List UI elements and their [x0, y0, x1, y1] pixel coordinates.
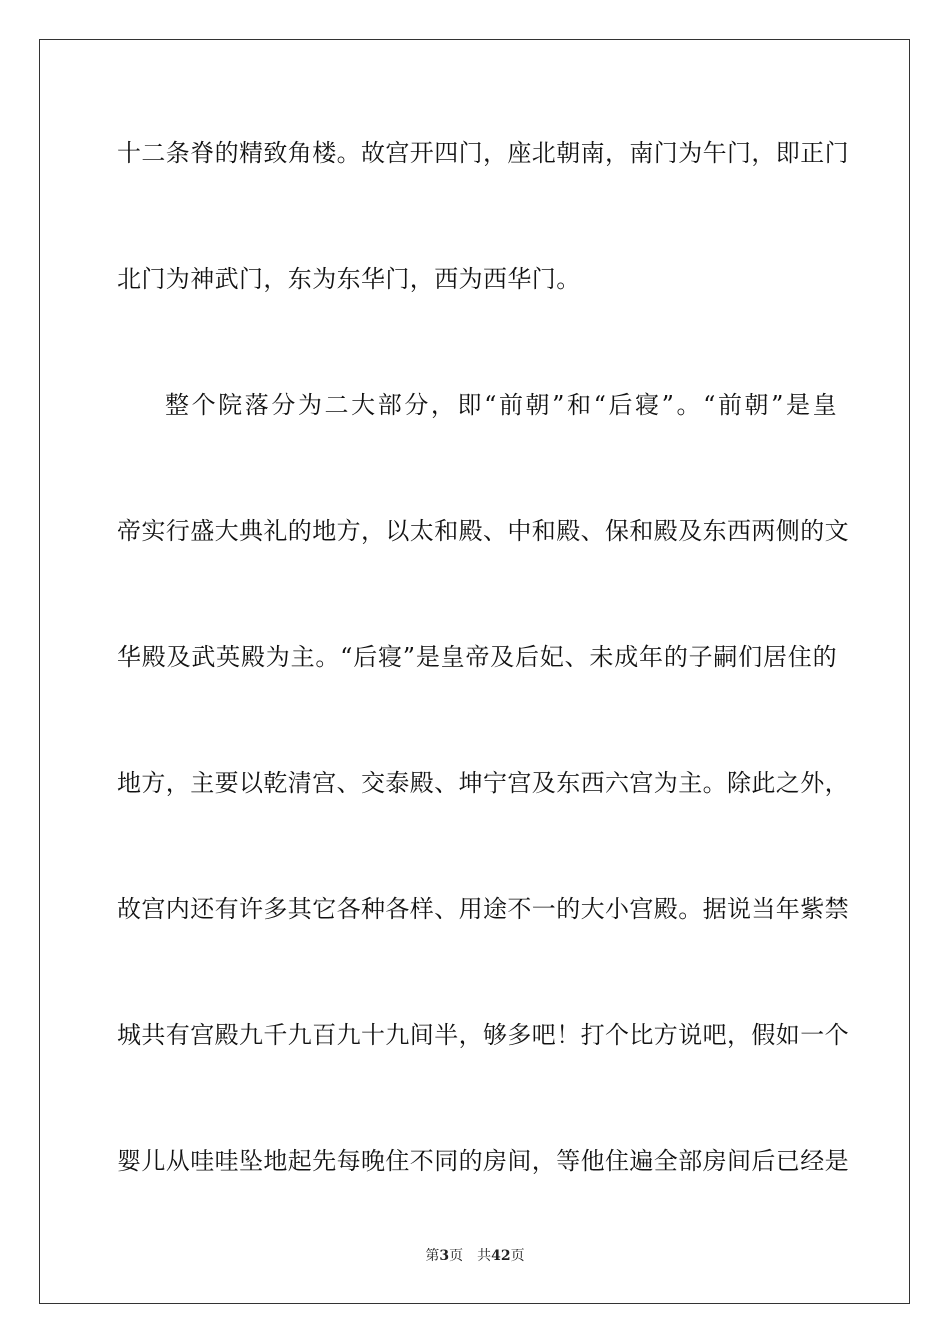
total-pages: 42: [491, 1248, 511, 1264]
page-footer: [0, 1247, 950, 1265]
page-suffix: 页: [449, 1248, 464, 1264]
page-prefix: 第: [425, 1248, 440, 1264]
total-prefix: 共: [477, 1248, 492, 1264]
body-line-1: 十二条脊的精致角楼。故宫开四门，座北朝南，南门为午门，即正门: [117, 139, 849, 167]
body-line-5: 华殿及武英殿为主。“后寝”是皇帝及后妃、未成年的子嗣们居住的: [117, 643, 837, 671]
body-line-3: 整个院落分为二大部分，即“前朝”和“后寝”。“前朝”是皇: [165, 391, 837, 419]
total-suffix: 页: [510, 1248, 525, 1264]
page-number: 3: [439, 1248, 450, 1264]
body-line-7: 故宫内还有许多其它各种各样、用途不一的大小宫殿。据说当年紫禁: [117, 895, 849, 923]
body-line-4: 帝实行盛大典礼的地方，以太和殿、中和殿、保和殿及东西两侧的文: [117, 517, 849, 545]
body-line-2: 北门为神武门，东为东华门，西为西华门。: [117, 265, 581, 293]
body-line-8: 城共有宫殿九千九百九十九间半，够多吧！打个比方说吧，假如一个: [117, 1021, 849, 1049]
body-line-9: 婴儿从哇哇坠地起先每晚住不同的房间，等他住遍全部房间后已经是: [117, 1147, 849, 1175]
body-line-6: 地方，主要以乾清宫、交泰殿、坤宁宫及东西六宫为主。除此之外，: [117, 769, 849, 797]
